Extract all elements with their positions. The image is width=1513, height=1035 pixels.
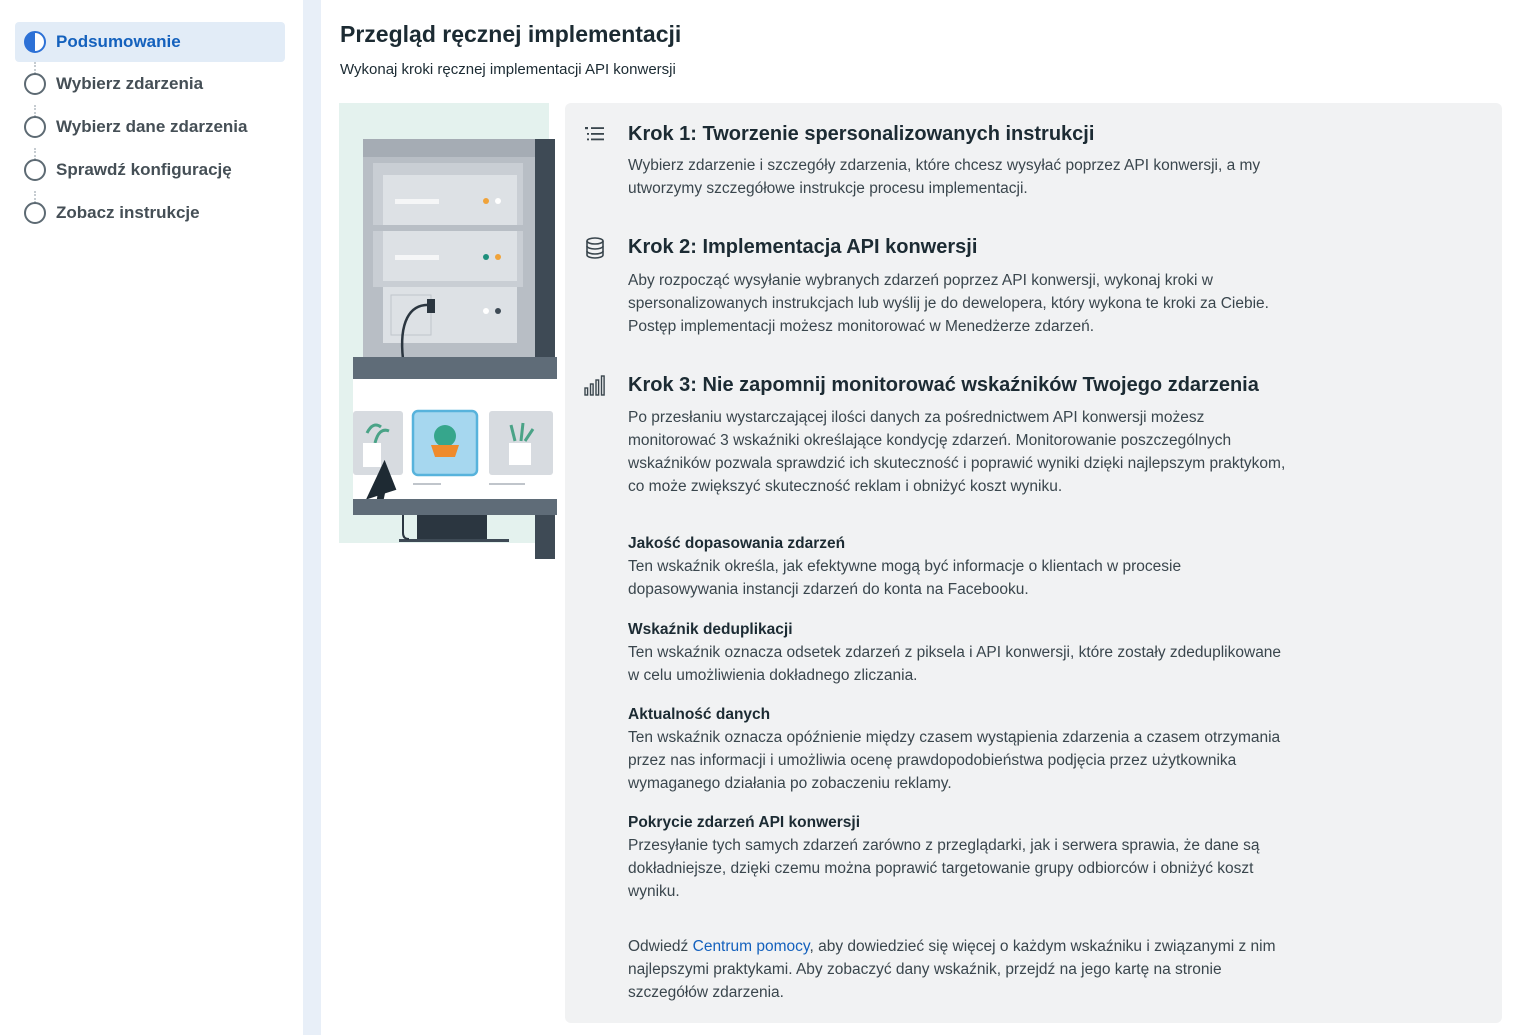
- step-3-description: Po przesłaniu wystarczającej ilości danych za pośrednictwem API konwersji możesz monitorować 3 wskaźniki określające kondycję zdarzeń. Monitorowanie poszczególnych wskaźników pozwala sprawdzić ich skuteczność i poprawić wyniki dzięki najlepszym praktykom, co może zwiększyć skuteczność reklam i obniżyć koszt wyniku.: [628, 409, 1286, 495]
- step-3-title: Krok 3: Nie zapomnij monitorować wskaźników Twojego zdarzenia: [628, 374, 1259, 396]
- metric-description: Ten wskaźnik oznacza odsetek zdarzeń z piksela i API konwersji, które zostały zdeduplikowane w celu umożliwienia dokładnego zliczania.: [628, 644, 1282, 684]
- sidebar-step-label: Zobacz instrukcje: [56, 203, 200, 222]
- bar-chart-icon: [583, 374, 607, 398]
- metric-data-freshness: [628, 703, 1288, 795]
- sidebar-step-label: Sprawdź konfigurację: [56, 160, 232, 179]
- page-title: Przegląd ręcznej implementacji: [340, 21, 682, 47]
- help-center-note: [628, 935, 1288, 1004]
- list-icon: [583, 123, 607, 147]
- step-1-title: Krok 1: Tworzenie spersonalizowanych instrukcji: [628, 123, 1095, 145]
- step-1-description: Wybierz zdarzenie i szczegóły zdarzenia, które chcesz wysyłać poprzez API konwersji, a my utworzymy szczegółowe instrukcje procesu implementacji.: [628, 157, 1261, 197]
- empty-circle-icon: [24, 202, 46, 224]
- sidebar-step-choose-events[interactable]: [15, 64, 285, 104]
- half-circle-progress-icon: [24, 31, 46, 53]
- metric-match-quality: [628, 532, 1288, 601]
- sidebar-step-label: Wybierz zdarzenia: [56, 74, 204, 93]
- help-note-prefix: Odwiedź: [628, 938, 693, 955]
- metric-event-coverage: [628, 811, 1288, 903]
- implementation-illustration: [339, 103, 557, 563]
- page-subtitle: Wykonaj kroki ręcznej implementacji API konwersji: [340, 61, 676, 78]
- empty-circle-icon: [24, 116, 46, 138]
- sidebar-step-label: Wybierz dane zdarzenia: [56, 117, 248, 136]
- metric-description: Ten wskaźnik określa, jak efektywne mogą być informacje o klientach w procesie dopasowywania instancji zdarzeń do konta na Facebooku.: [628, 558, 1182, 598]
- metric-title: Wskaźnik deduplikacji: [628, 621, 793, 638]
- sidebar-stepper: [0, 0, 303, 1035]
- sidebar-divider: [303, 0, 321, 1035]
- sidebar-step-choose-event-data[interactable]: [15, 107, 285, 147]
- help-center-link[interactable]: Centrum pomocy: [692, 938, 810, 955]
- step-2-title: Krok 2: Implementacja API konwersji: [628, 236, 978, 258]
- sidebar-step-summary[interactable]: [15, 22, 285, 62]
- metric-description: Ten wskaźnik oznacza opóźnienie między czasem wystąpienia zdarzenia a czasem otrzymania przez nas informacji i umożliwia ocenę prawdopodobieństwa podjęcia przez użytkownika wymaganego działania po zobaczeniu reklamy.: [628, 729, 1281, 792]
- main-content: [321, 0, 1513, 1035]
- sidebar-step-view-instructions[interactable]: [15, 193, 285, 233]
- step-2-description: Aby rozpocząć wysyłanie wybranych zdarzeń poprzez API konwersji, wykonaj kroki w spersonalizowanych instrukcjach lub wyślij je do dewelopera, który wykona te kroki za Ciebie. Postęp implementacji możesz monitorować w Menedżerze zdarzeń.: [628, 272, 1269, 335]
- empty-circle-icon: [24, 73, 46, 95]
- database-icon: [583, 236, 607, 260]
- steps-card: [565, 103, 1502, 1023]
- sidebar-step-review-config[interactable]: [15, 150, 285, 190]
- metric-title: Jakość dopasowania zdarzeń: [628, 535, 846, 552]
- empty-circle-icon: [24, 159, 46, 181]
- metric-deduplication: [628, 618, 1288, 687]
- help-note-suffix: , aby dowiedzieć się więcej o każdym wskaźniku i związanymi z nim najlepszymi praktykami. Aby zobaczyć dany wskaźnik, przejdź na jego kartę na stronie szczegółów zdarzenia.: [628, 938, 1276, 1001]
- metric-title: Pokrycie zdarzeń API konwersji: [628, 814, 861, 831]
- sidebar-step-label: Podsumowanie: [56, 32, 181, 51]
- metric-description: Przesyłanie tych samych zdarzeń zarówno z przeglądarki, jak i serwera sprawia, że dane są dokładniejsze, dzięki czemu można poprawić targetowanie grupy odbiorców i obniżyć koszt wyniku.: [628, 837, 1260, 900]
- metric-title: Aktualność danych: [628, 706, 771, 723]
